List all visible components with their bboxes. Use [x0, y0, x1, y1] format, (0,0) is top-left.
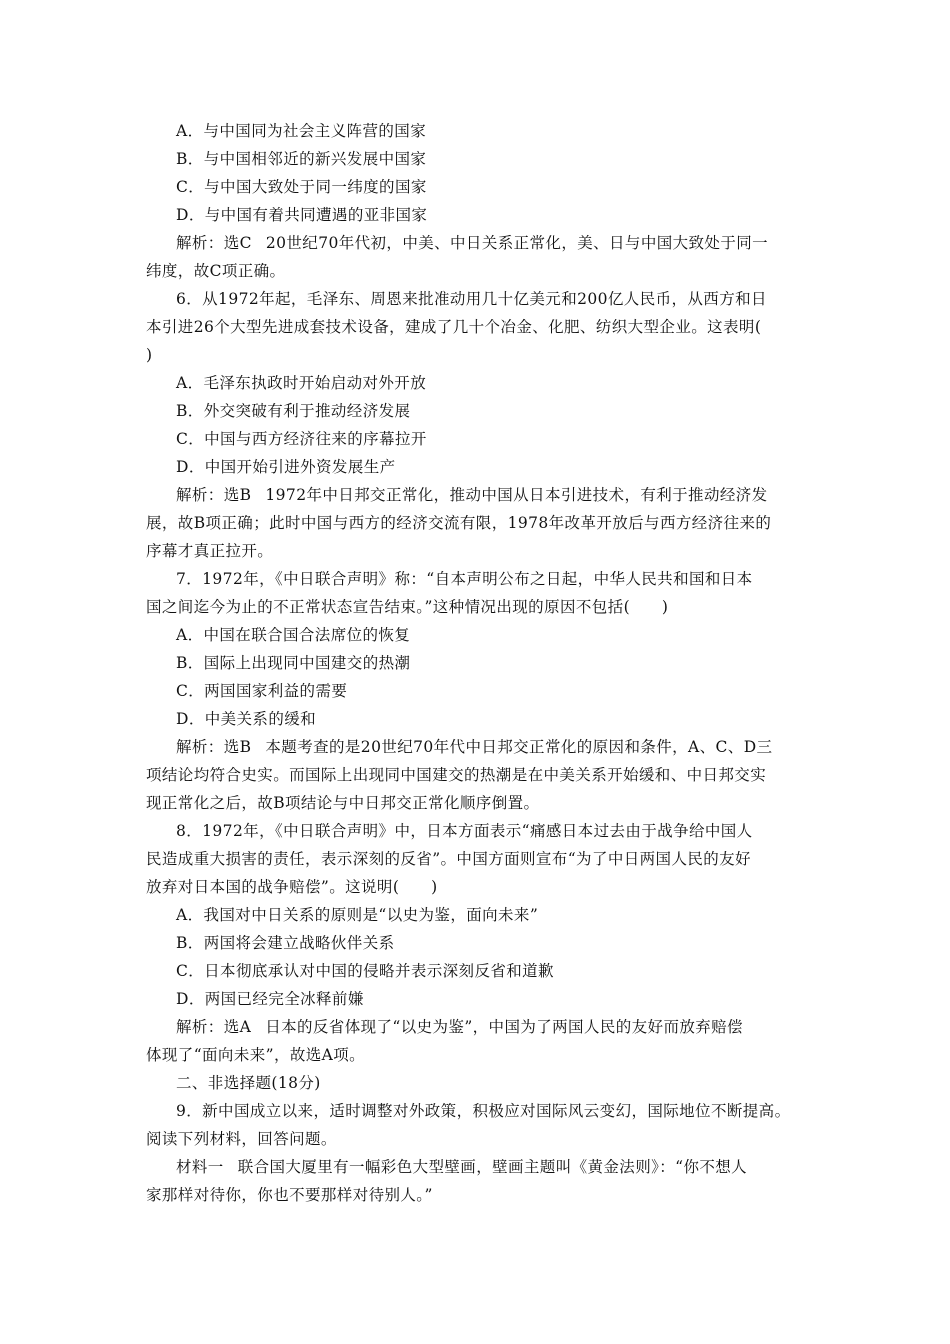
- option-d: D．两国已经完全冰释前嫌: [176, 990, 364, 1008]
- question-5: [146, 117, 808, 285]
- analysis-text: 现正常化之后，故B项结论与中日邦交正常化顺序倒置。: [146, 794, 540, 812]
- question-stem: 8．1972年，《中日联合声明》中，日本方面表示“痛感日本过去由于战争给中国人: [176, 822, 753, 840]
- section-heading: 二、非选择题(18分): [176, 1074, 321, 1092]
- analysis-label: 解析：选A: [176, 1018, 252, 1036]
- option-b: B．两国将会建立战略伙伴关系: [176, 934, 395, 952]
- option-c: C．中国与西方经济往来的序幕拉开: [176, 430, 427, 448]
- option-c: C．与中国大致处于同一纬度的国家: [176, 178, 427, 196]
- question-stem: 国之间迄今为止的不正常状态宣告结束。”这种情况出现的原因不包括( ): [146, 598, 669, 616]
- question-stem: 放弃对日本国的战争赔偿”。这说明( ): [146, 878, 438, 896]
- material-label: 材料一: [176, 1158, 224, 1176]
- question-stem: 9．新中国成立以来，适时调整对外政策，积极应对国际风云变幻，国际地位不断提高。: [176, 1102, 791, 1120]
- option-c: C．两国国家利益的需要: [176, 682, 348, 700]
- option-b: B．国际上出现同中国建交的热潮: [176, 654, 411, 672]
- analysis: [146, 229, 808, 257]
- question-6: [146, 285, 808, 565]
- option-a: A．毛泽东执政时开始启动对外开放: [176, 374, 427, 392]
- material-text: 联合国大厦里有一幅彩色大型壁画，壁画主题叫《黄金法则》：“你不想人: [237, 1158, 748, 1176]
- option-d: D．中国开始引进外资发展生产: [176, 458, 396, 476]
- analysis: [146, 733, 808, 761]
- question-stem: 7．1972年，《中日联合声明》称：“自本声明公布之日起，中华人民共和国和日本: [176, 570, 753, 588]
- material-1: [146, 1153, 808, 1181]
- question-stem: 6．从1972年起，毛泽东、周恩来批准动用几十亿美元和200亿人民币，从西方和日: [176, 290, 767, 308]
- option-a: A．中国在联合国合法席位的恢复: [176, 626, 411, 644]
- analysis-text: 体现了“面向未来”，故选A项。: [146, 1046, 366, 1064]
- option-b: B．与中国相邻近的新兴发展中国家: [176, 150, 427, 168]
- analysis-label: 解析：选B: [176, 486, 252, 504]
- option-a: A．与中国同为社会主义阵营的国家: [176, 122, 427, 140]
- question-8: [146, 817, 808, 1069]
- analysis-text: 展，故B项正确；此时中国与西方的经济交流有限，1978年改革开放后与西方经济往来的: [146, 514, 772, 532]
- analysis-text: 序幕才真正拉开。: [146, 542, 274, 560]
- analysis-label: 解析：选C: [176, 234, 252, 252]
- question-9: [146, 1097, 808, 1209]
- analysis-text: 20世纪70年代初，中美、中日关系正常化，美、日与中国大致处于同一: [265, 234, 769, 252]
- document-page: [146, 117, 808, 1209]
- option-d: D．中美关系的缓和: [176, 710, 317, 728]
- analysis: [146, 481, 808, 509]
- question-stem: ): [146, 346, 153, 364]
- analysis-label: 解析：选B: [176, 738, 252, 756]
- analysis-text: 1972年中日邦交正常化，推动中国从日本引进技术，有利于推动经济发: [265, 486, 768, 504]
- option-c: C．日本彻底承认对中国的侵略并表示深刻反省和道歉: [176, 962, 554, 980]
- analysis: [146, 1013, 808, 1041]
- option-d: D．与中国有着共同遭遇的亚非国家: [176, 206, 428, 224]
- question-7: [146, 565, 808, 817]
- material-text: 家那样对待你，你也不要那样对待别人。”: [146, 1186, 433, 1204]
- analysis-text: 日本的反省体现了“以史为鉴”，中国为了两国人民的友好而放弃赔偿: [265, 1018, 743, 1036]
- analysis-text: 项结论均符合史实。而国际上出现同中国建交的热潮是在中美关系开始缓和、中日邦交实: [146, 766, 767, 784]
- analysis-text: 纬度，故C项正确。: [146, 262, 286, 280]
- option-a: A．我国对中日关系的原则是“以史为鉴，面向未来”: [176, 906, 539, 924]
- option-b: B．外交突破有利于推动经济发展: [176, 402, 411, 420]
- analysis-text: 本题考查的是20世纪70年代中日邦交正常化的原因和条件，A、C、D三: [265, 738, 773, 756]
- question-stem: 民造成重大损害的责任，表示深刻的反省”。中国方面则宣布“为了中日两国人民的友好: [146, 850, 751, 868]
- question-stem: 本引进26个大型先进成套技术设备，建成了几十个冶金、化肥、纺织大型企业。这表明(: [146, 318, 762, 336]
- question-stem: 阅读下列材料，回答问题。: [146, 1130, 337, 1148]
